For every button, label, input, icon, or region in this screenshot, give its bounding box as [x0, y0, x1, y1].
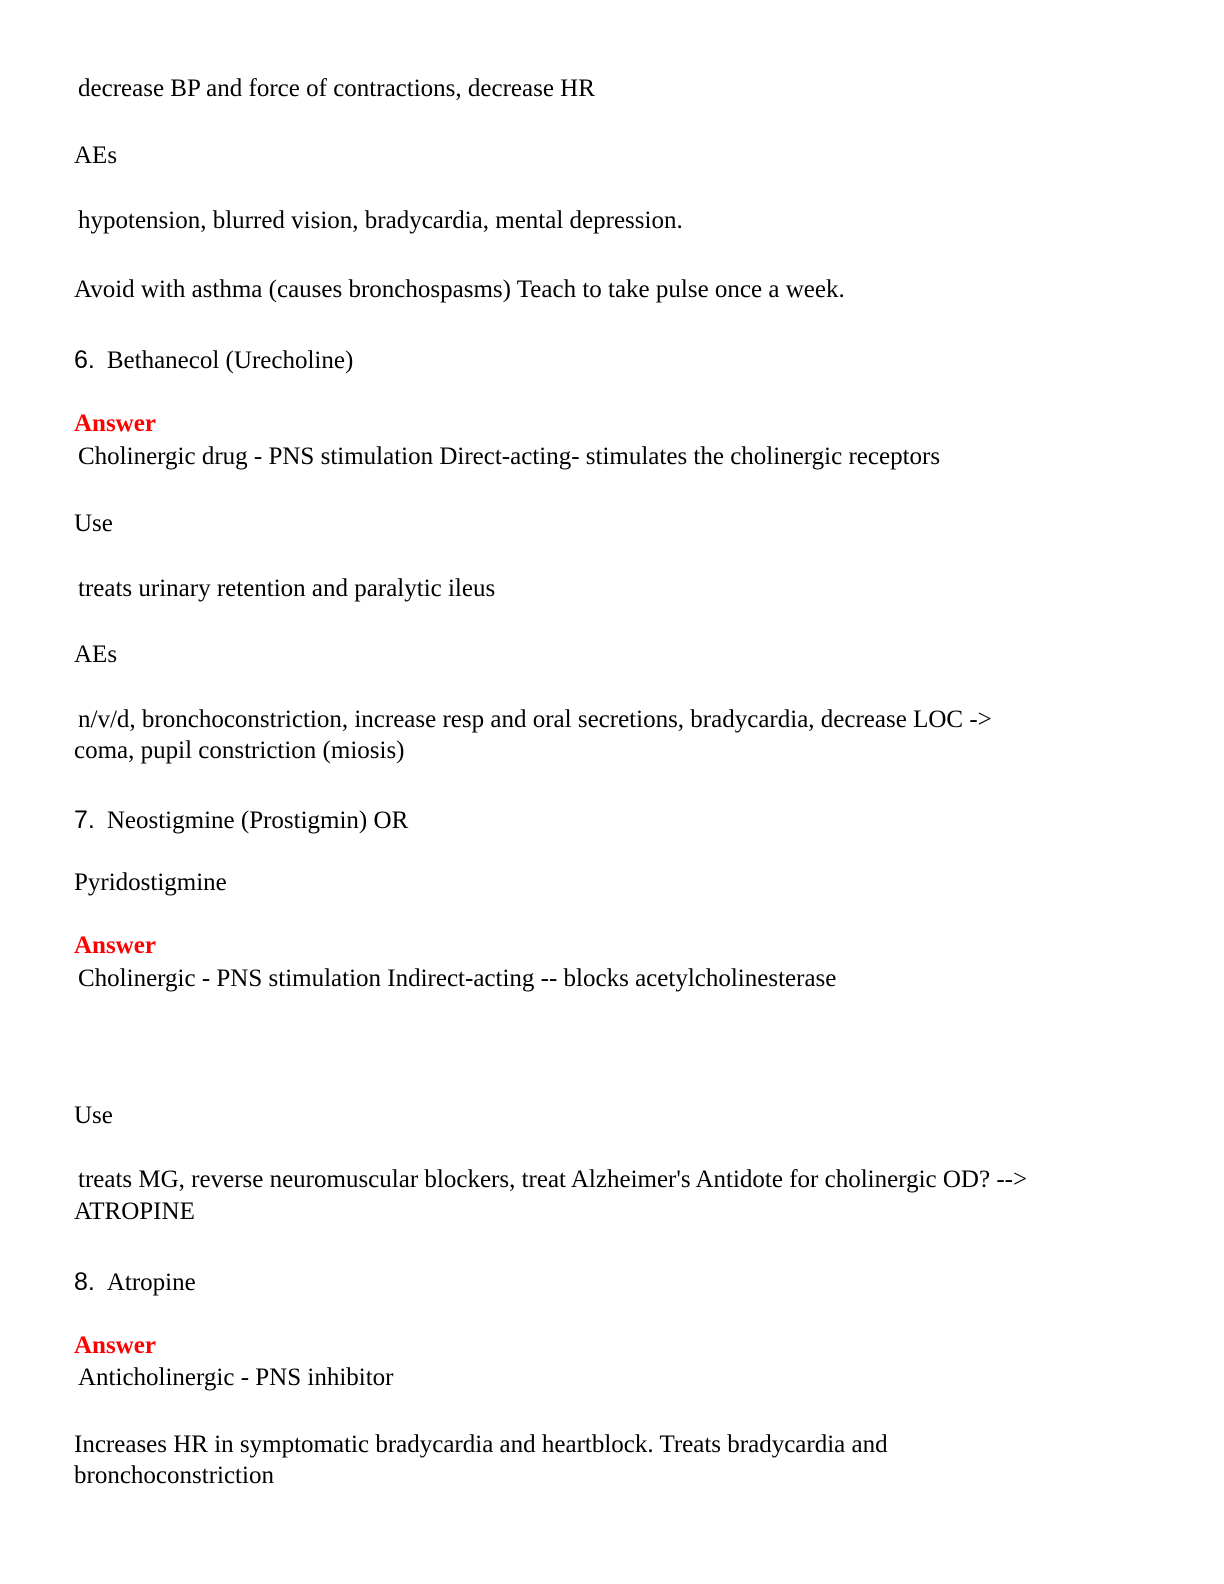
- question-7-use-label: Use: [74, 1102, 113, 1129]
- question-6-aes-line-1: n/v/d, bronchoconstriction, increase resp and oral secretions, bradycardia, decrease LOC ->: [78, 706, 992, 733]
- question-7-title: Neostigmine (Prostigmin) OR: [106, 807, 409, 834]
- question-6-heading: [74, 345, 353, 376]
- question-6-use-label: Use: [74, 510, 113, 537]
- prev-note: Avoid with asthma (causes bronchospasms) Teach to take pulse once a week.: [74, 276, 845, 303]
- question-7-number: 7.: [74, 806, 95, 834]
- question-6-use: treats urinary retention and paralytic ileus: [78, 575, 496, 602]
- question-7-answer: Cholinergic - PNS stimulation Indirect-acting -- blocks acetylcholinesterase: [78, 965, 837, 992]
- question-8-heading: [74, 1267, 196, 1298]
- question-6-title: Bethanecol (Urecholine): [106, 347, 354, 374]
- question-8-number: 8.: [74, 1268, 95, 1296]
- question-8-title: Atropine: [106, 1269, 196, 1296]
- question-7-heading: [74, 805, 408, 836]
- question-7-use-line-2: ATROPINE: [74, 1198, 195, 1225]
- prev-detail: decrease BP and force of contractions, decrease HR: [78, 75, 595, 102]
- question-8-detail-line-1: Increases HR in symptomatic bradycardia and heartblock. Treats bradycardia and: [74, 1431, 888, 1458]
- question-7-use-line-1: treats MG, reverse neuromuscular blockers, treat Alzheimer's Antidote for cholinergic OD? -->: [78, 1166, 1028, 1193]
- question-7-title-line-2: Pyridostigmine: [74, 869, 227, 896]
- question-8-answer-label: Answer: [74, 1332, 156, 1359]
- question-8-detail-line-2: bronchoconstriction: [74, 1462, 274, 1489]
- question-7-answer-label: Answer: [74, 932, 156, 959]
- question-8-answer: Anticholinergic - PNS inhibitor: [78, 1364, 394, 1391]
- question-6-number: 6.: [74, 346, 95, 374]
- prev-aes: hypotension, blurred vision, bradycardia, mental depression.: [78, 207, 683, 234]
- question-6-answer: Cholinergic drug - PNS stimulation Direct-acting- stimulates the cholinergic receptors: [78, 443, 941, 470]
- question-6-aes-line-2: coma, pupil constriction (miosis): [74, 737, 405, 764]
- question-6-answer-label: Answer: [74, 410, 156, 437]
- question-6-aes-label: AEs: [74, 641, 118, 668]
- prev-aes-label: AEs: [74, 142, 118, 169]
